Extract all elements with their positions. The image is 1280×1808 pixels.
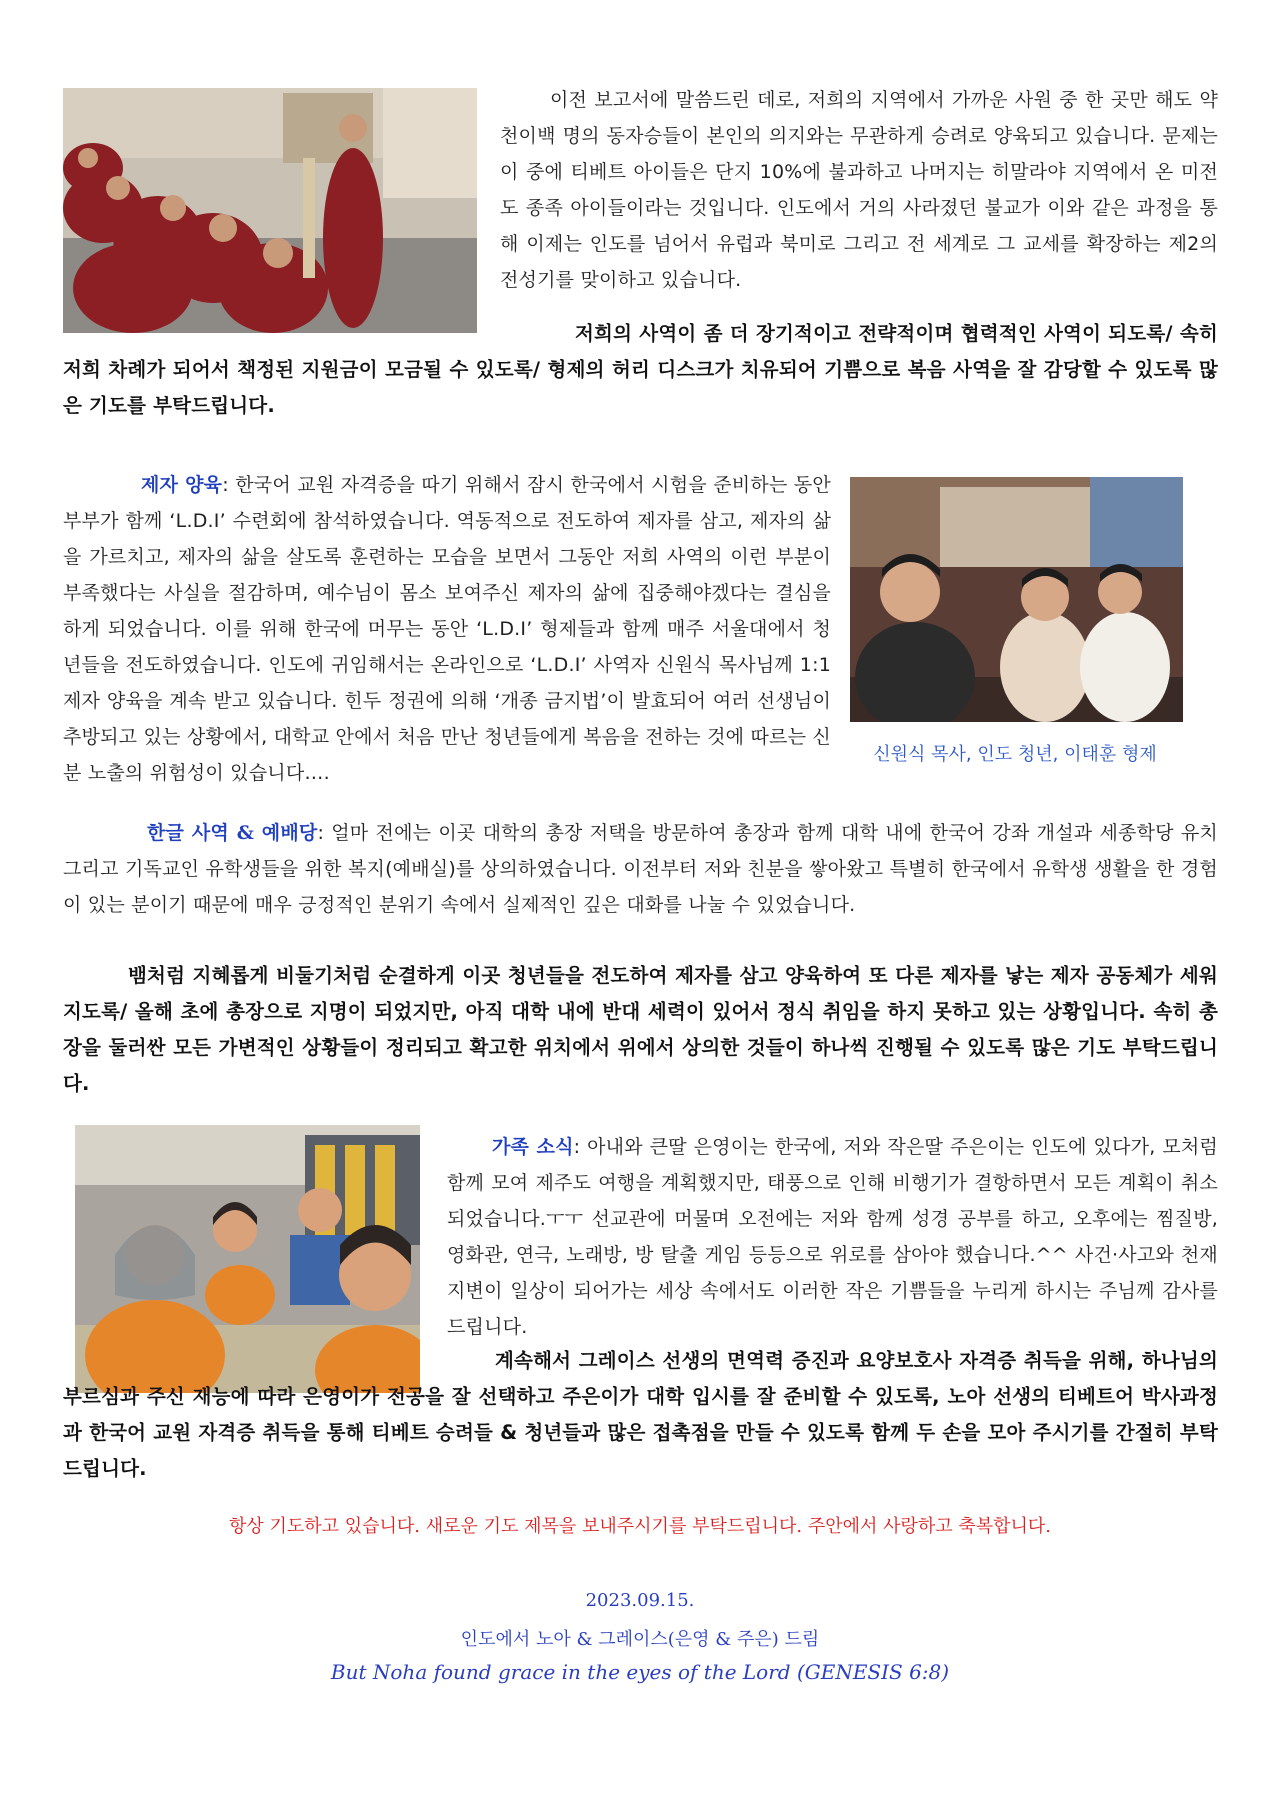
- friends-photo: [850, 477, 1183, 722]
- closing-signature: 인도에서 노아 & 그레이스(은영 & 주은) 드림: [460, 1629, 820, 1650]
- friends-photo-caption: 신원식 목사, 인도 청년, 이태훈 형제: [873, 744, 1157, 765]
- family-prayer: 계속해서 그레이스 선생의 면역력 증진과 요양보호사 자격증 취득을 위해, 하나님의 부르심과 주신 재능에 따라 은영이가 전공을 잘 선택하고 주은이가 대학 입시를 잘 준비할 수 있도록, 노아 선생의 티베트어 박사과정과 한국어 교원 자격증 취득을 통해 티베트 승려들 & 청년들과 많은 접촉점을 만들 수 있도록 함께 두 손을 모아 주시기를 간절히 부탁드립니다.: [63, 1349, 1219, 1480]
- closing-message: 항상 기도하고 있습니다. 새로운 기도 제목을 보내주시기를 부탁드립니다. 주안에서 사랑하고 축복합니다.: [228, 1516, 1052, 1537]
- family-label: 가족 소식: [492, 1136, 574, 1158]
- monks-photo: [63, 88, 477, 333]
- closing-verse: But Noha found grace in the eyes of the Lord (GENESIS 6:8): [330, 1660, 950, 1684]
- hangul-body: : 얼마 전에는 이곳 대학의 총장 저택을 방문하여 총장과 함께 대학 내에 한국어 강좌 개설과 세종학당 유치 그리고 기독교인 유학생들을 위한 복지(예배실)를 상의하였습니다. 이전부터 저와 친분을 쌓아왔고 특별히 한국에서 유학생 생활을 한 경험이 있는 분이기 때문에 매우 긍정적인 분위기 속에서 실제적인 깊은 대화를 나눌 수 있었습니다.: [63, 822, 1218, 916]
- disciple-paragraph: [63, 467, 831, 791]
- hangul-label: 한글 사역 & 예배당: [147, 822, 318, 844]
- intro-paragraph: 이전 보고서에 말씀드린 데로, 저희의 지역에서 가까운 사원 중 한 곳만 해도 약 천이백 명의 동자승들이 본인의 의지와는 무관하게 승려로 양육되고 있습니다. 문제는 이 중에 티베트 아이들은 단지 10%에 불과하고 나머지는 히말라야 지역에서 온 미전도 종족 아이들이라는 것입니다. 인도에서 거의 사라졌던 불교가 이와 같은 과정을 통해 이제는 인도를 넘어서 유럽과 북미로 그리고 전 세계로 그 교세를 확장하는 제2의 전성기를 맞이하고 있습니다.: [500, 89, 1218, 291]
- disciple-body: : 한국어 교원 자격증을 따기 위해서 잠시 한국에서 시험을 준비하는 동안 부부가 함께 ‘L.D.I’ 수련회에 참석하였습니다. 역동적으로 전도하여 제자를 삼고, 제자의 삶을 가르치고, 제자의 삶을 살도록 훈련하는 모습을 보면서 그동안 저희 사역의 이런 부분이 부족했다는 사실을 절감하며, 예수님이 몸소 보여주신 제자의 삶에 집중해야겠다는 결심을 하게 되었습니다. 이를 위해 한국에 머무는 동안 ‘L.D.I’ 형제들과 함께 매주 서울대에서 청년들을 전도하였습니다. 인도에 귀임해서는 온라인으로 ‘L.D.I’ 사역자 신원식 목사님께 1:1 제자 양육을 계속 받고 있습니다. 힌두 정권에 의해 ‘개종 금지법’이 발효되어 여러 선생님이 추방되고 있는 상황에서, 대학교 안에서 처음 만난 청년들에게 복음을 전하는 것에 따르는 신분 노출의 위험성이 있습니다….: [63, 474, 831, 784]
- intro-prayer: 저희의 사역이 좀 더 장기적이고 전략적이며 협력적인 사역이 되도록/ 속히 저희 차례가 되어서 책정된 지원금이 모금될 수 있도록/ 형제의 허리 디스크가 치유되어 기쁨으로 복음 사역을 잘 감당할 수 있도록 많은 기도를 부탁드립니다.: [63, 322, 1218, 417]
- closing-date: 2023.09.15.: [585, 1590, 695, 1611]
- hangul-paragraph: [63, 815, 1218, 923]
- disciple-label: 제자 양육: [141, 474, 223, 496]
- family-body: : 아내와 큰딸 은영이는 한국에, 저와 작은딸 주은이는 인도에 있다가, 모처럼 함께 모여 제주도 여행을 계획했지만, 태풍으로 인해 비행기가 결항하면서 모든 계획이 취소되었습니다.ㅜㅜ 선교관에 머물며 오전에는 저와 함께 성경 공부를 하고, 오후에는 찜질방, 영화관, 연극, 노래방, 방 탈출 게임 등등으로 위로를 삼아야 했습니다.^^ 사건·사고와 천재지변이 일상이 되어가는 세상 속에서도 이러한 작은 기쁨들을 누리게 하시는 주님께 감사를 드립니다.: [447, 1136, 1218, 1338]
- family-paragraph: [447, 1129, 1218, 1345]
- hangul-prayer: 뱀처럼 지혜롭게 비둘기처럼 순결하게 이곳 청년들을 전도하여 제자를 삼고 양육하여 또 다른 제자를 낳는 제자 공동체가 세워지도록/ 올해 초에 총장으로 지명이 되었지만, 아직 대학 내에 반대 세력이 있어서 정식 취임을 하지 못하고 있는 상황입니다. 속히 총장을 둘러싼 모든 가변적인 상황들이 정리되고 확고한 위치에서 위에서 상의한 것들이 하나씩 진행될 수 있도록 많은 기도 부탁드립니다.: [63, 964, 1218, 1095]
